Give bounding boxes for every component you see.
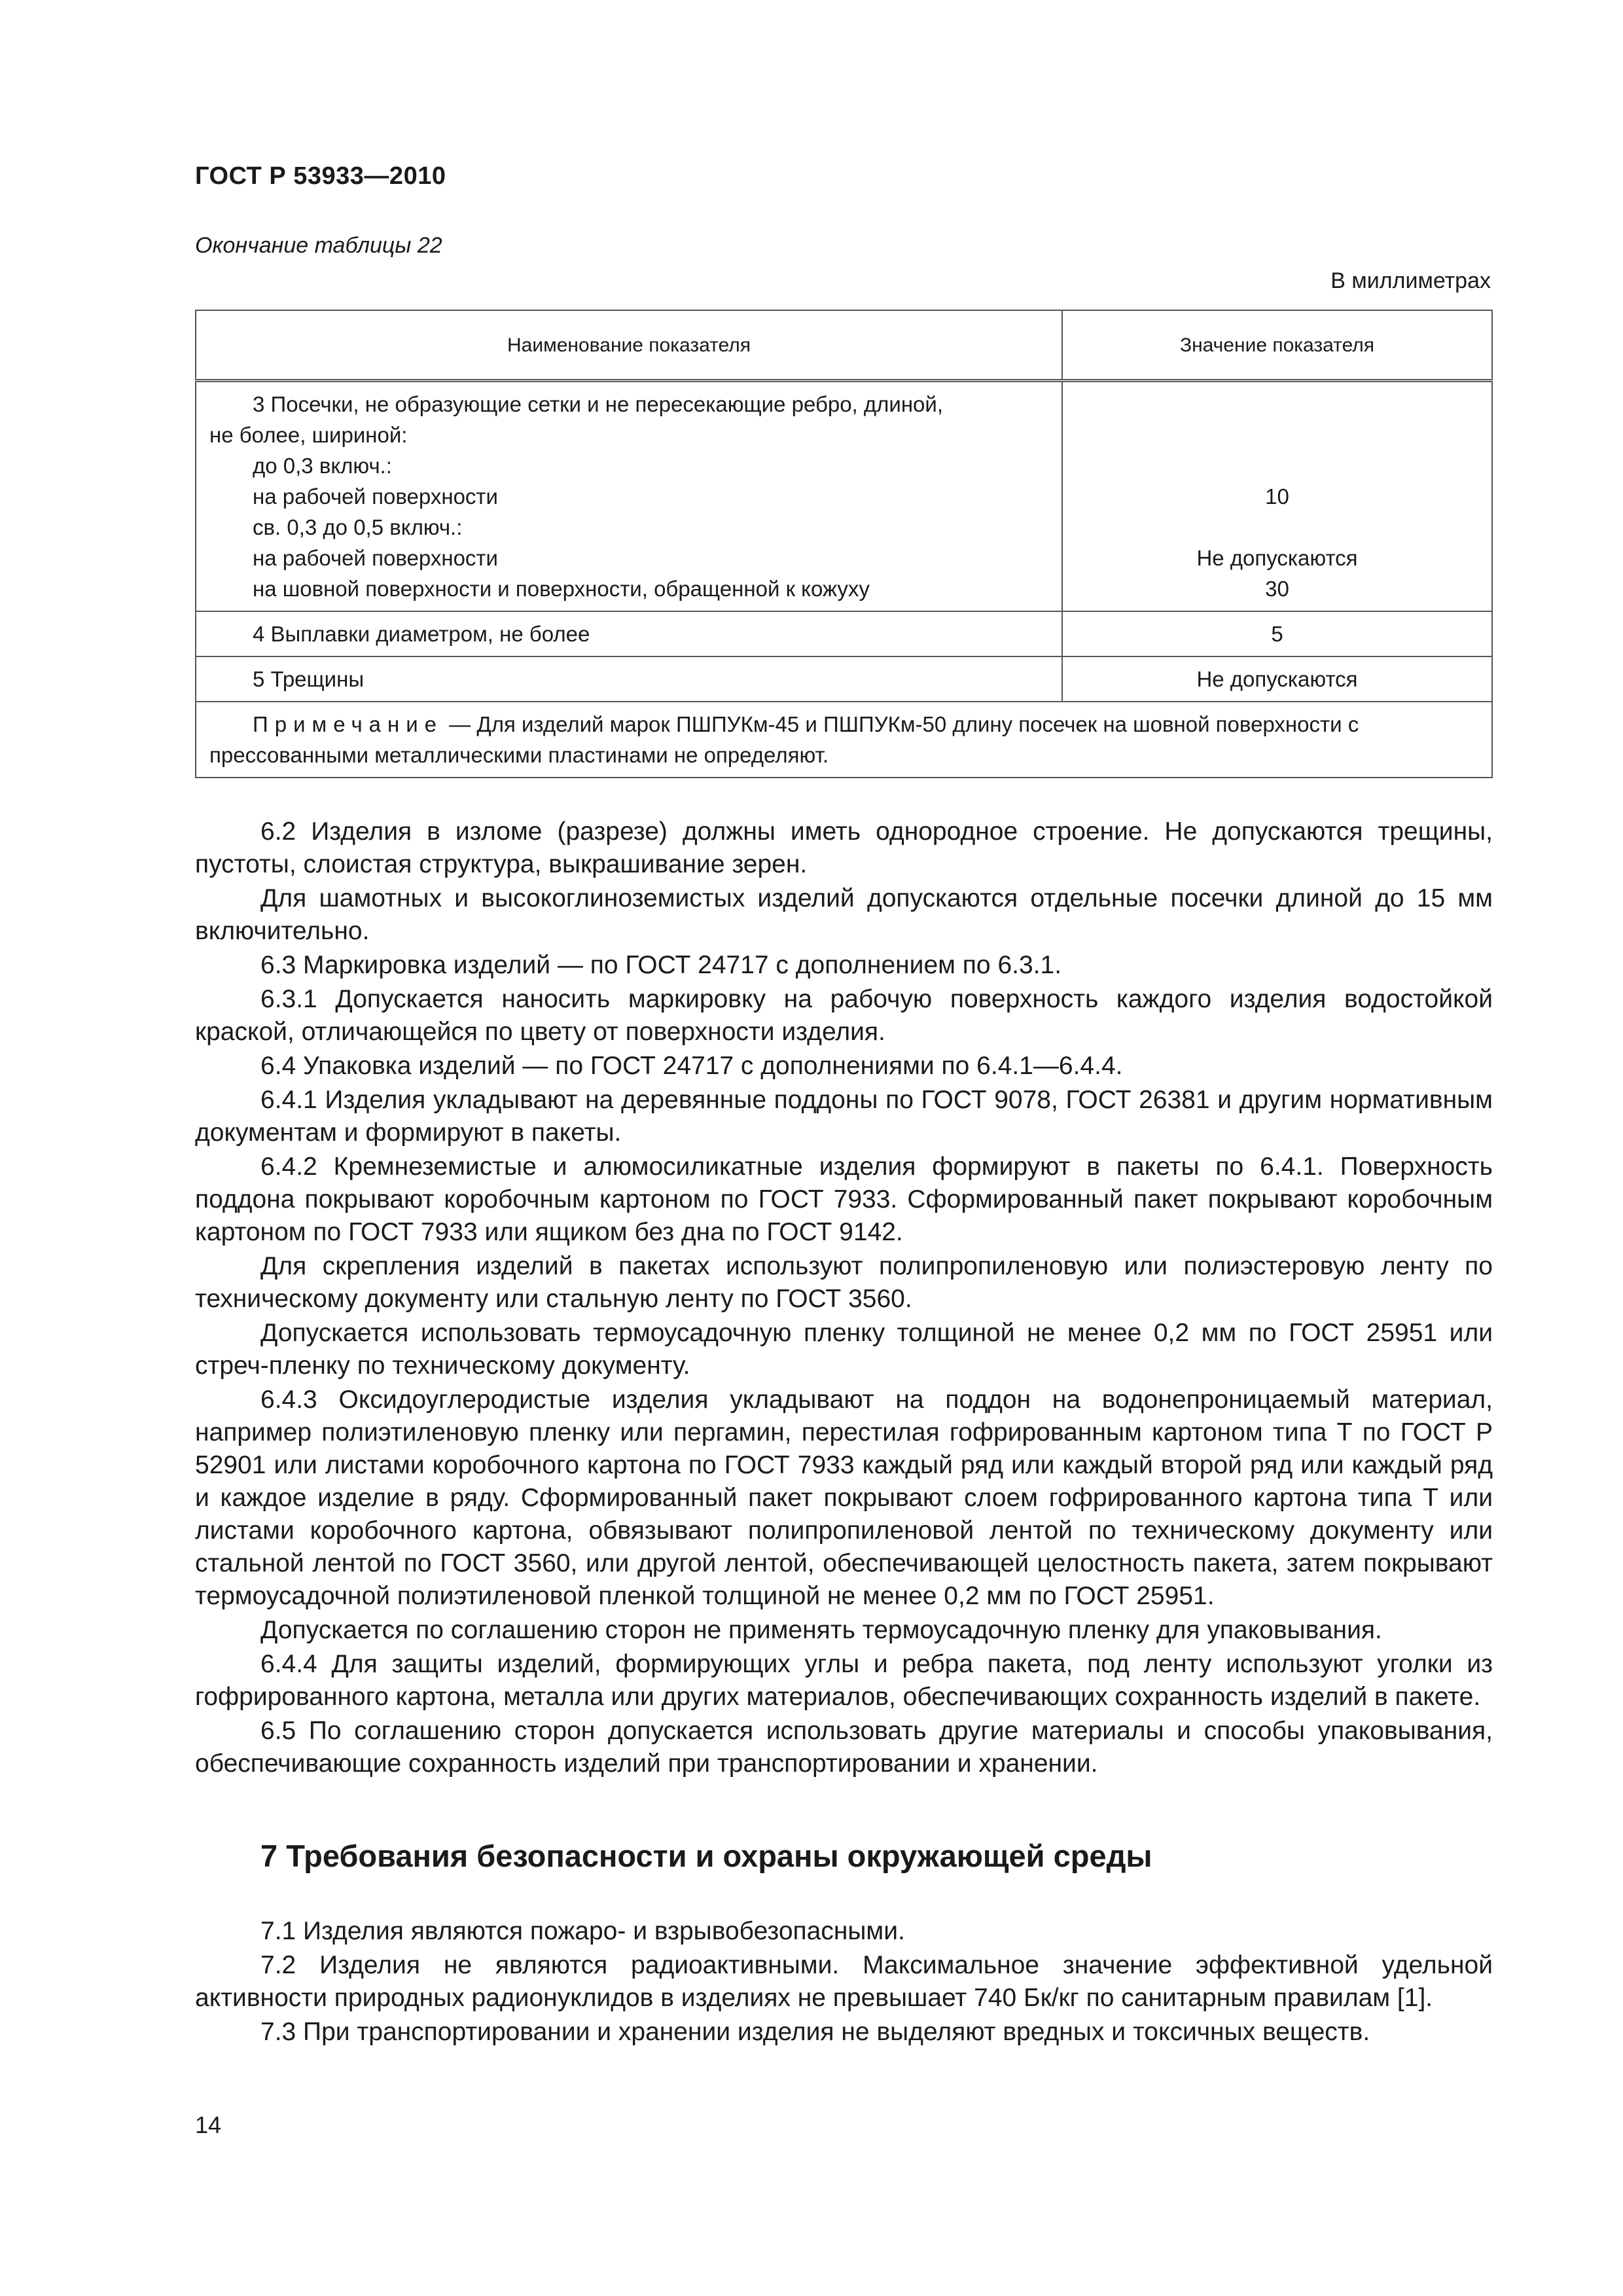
value-line — [1076, 450, 1478, 481]
row-value-cell: 5 — [1062, 611, 1492, 656]
row-value-cell: Не допускаются — [1062, 656, 1492, 702]
row-line: 5 Трещины — [253, 667, 365, 691]
paragraph: 6.4 Упаковка изделий — по ГОСТ 24717 с дополнениями по 6.4.1—6.4.4. — [260, 1052, 1123, 1080]
paragraph: Допускается по соглашению сторон не применять термоусадочную пленку для упаковывания. — [260, 1616, 1382, 1644]
table-row — [196, 611, 1492, 656]
paragraph: Для шамотных и высокоглиноземистых изделий допускаются отдельные посечки длиной до 15 мм включительно. — [195, 884, 1493, 945]
table-units: В миллиметрах — [1330, 268, 1491, 293]
paragraph: 6.4.1 Изделия укладывают на деревянные поддоны по ГОСТ 9078, ГОСТ 26381 и другим нормативным документам и формируют в пакеты. — [195, 1086, 1493, 1147]
row-line: св. 0,3 до 0,5 включ.: — [253, 515, 463, 539]
paragraph: Допускается использовать термоусадочную пленку толщиной не менее 0,2 мм по ГОСТ 25951 или стреч-пленку по техническому документу. — [195, 1319, 1493, 1380]
paragraph: 6.2 Изделия в изломе (разрезе) должны иметь однородное строение. Не допускаются трещины, пустоты, слоистая структура, выкрашивание зерен. — [195, 817, 1493, 878]
paragraph: 6.4.2 Кремнеземистые и алюмосиликатные изделия формируют в пакеты по 6.4.1. Поверхность поддона покрывают коробочным картоном по ГОСТ 7933. Сформированный пакет покрывают коробочным картоном по ГОСТ 7933 или ящиком без дна по ГОСТ 9142. — [195, 1153, 1493, 1246]
paragraph: 6.4.4 Для защиты изделий, формирующих углы и ребра пакета, под ленту используют уголки из гофрированного картона, металла или других материалов, обеспечивающих сохранность изделий в пакете. — [195, 1650, 1493, 1711]
page-number: 14 — [195, 2111, 222, 2138]
table-note — [196, 702, 1492, 778]
table-note-row — [196, 702, 1492, 778]
row-name-cell — [196, 381, 1062, 612]
paragraph: 7.2 Изделия не являются радиоактивными. Максимальное значение эффективной удельной активности природных радионуклидов в изделиях не превышает 740 Бк/кг по санитарным правилам [1]. — [195, 1951, 1493, 2012]
row-name-cell — [196, 611, 1062, 656]
row-line: не более, шириной: — [209, 423, 408, 447]
value-line — [1076, 420, 1478, 450]
row-line: на рабочей поверхности — [253, 546, 498, 570]
value-line — [1076, 389, 1478, 420]
paragraph: 6.3 Маркировка изделий — по ГОСТ 24717 с дополнением по 6.3.1. — [260, 951, 1062, 979]
section-7-heading: 7 Требования безопасности и охраны окружающей среды — [260, 1839, 1152, 1873]
note-text: — Для изделий марок ПШПУКм-45 и ПШПУКм-50 длину посечек на шовной поверхности с прессованными металлическими пластинами не определяют. — [209, 712, 1359, 767]
row-name-cell — [196, 656, 1062, 702]
column-header-name: Наименование показателя — [196, 310, 1062, 381]
requirements-table — [195, 310, 1493, 778]
row-line: на шовной поверхности и поверхности, обращенной к кожуху — [253, 577, 870, 601]
paragraph: 7.3 При транспортировании и хранении изделия не выделяют вредных и токсичных веществ. — [260, 2018, 1370, 2046]
section-6-body — [195, 816, 1493, 1782]
paragraph: 6.3.1 Допускается наносить маркировку на рабочую поверхность каждого изделия водостойкой краской, отличающейся по цвету от поверхности изделия. — [195, 985, 1493, 1046]
note-label: Примечание — [253, 712, 444, 736]
value-line: 30 — [1265, 577, 1289, 601]
row-line: на рабочей поверхности — [253, 484, 498, 509]
table-header-row — [196, 310, 1492, 381]
paragraph: Для скрепления изделий в пакетах используют полипропиленовую или полиэстеровую ленту по техническому документу или стальную ленту по ГОСТ 3560. — [195, 1252, 1493, 1313]
table-row — [196, 381, 1492, 612]
section-7-body — [195, 1915, 1493, 2050]
row-value-cell — [1062, 381, 1492, 612]
table-row — [196, 656, 1492, 702]
value-line: 10 — [1265, 484, 1289, 509]
document-code: ГОСТ Р 53933—2010 — [195, 162, 446, 190]
paragraph: 6.4.3 Оксидоуглеродистые изделия укладывают на поддон на водонепроницаемый материал, например полиэтиленовую пленку или пергамин, перестилая гофрированным картоном типа Т по ГОСТ Р 52901 или листами коробочного картона по ГОСТ 7933 каждый ряд или каждый второй ряд или каждый ряд и каждое изделие в ряду. Сформированный пакет покрывают слоем гофрированного картона типа Т или листами коробочного картона, обвязывают полипропиленовой лентой по техническому документу или стальной лентой по ГОСТ 3560, или другой лентой, обеспечивающей целостность пакета, затем покрывают термоусадочной полиэтиленовой пленкой толщиной не менее 0,2 мм по ГОСТ 25951. — [195, 1386, 1493, 1610]
paragraph: 7.1 Изделия являются пожаро- и взрывобезопасными. — [260, 1917, 905, 1945]
row-line: 3 Посечки, не образующие сетки и не пересекающие ребро, длиной, — [253, 392, 944, 416]
column-header-value: Значение показателя — [1062, 310, 1492, 381]
table-caption: Окончание таблицы 22 — [195, 233, 442, 258]
paragraph: 6.5 По соглашению сторон допускается использовать другие материалы и способы упаковывания, обеспечивающие сохранность изделий при транспортировании и хранении. — [195, 1717, 1493, 1778]
row-line: до 0,3 включ.: — [253, 454, 392, 478]
row-line: 4 Выплавки диаметром, не более — [253, 622, 590, 646]
value-line: Не допускаются — [1196, 546, 1358, 570]
value-line — [1076, 512, 1478, 543]
